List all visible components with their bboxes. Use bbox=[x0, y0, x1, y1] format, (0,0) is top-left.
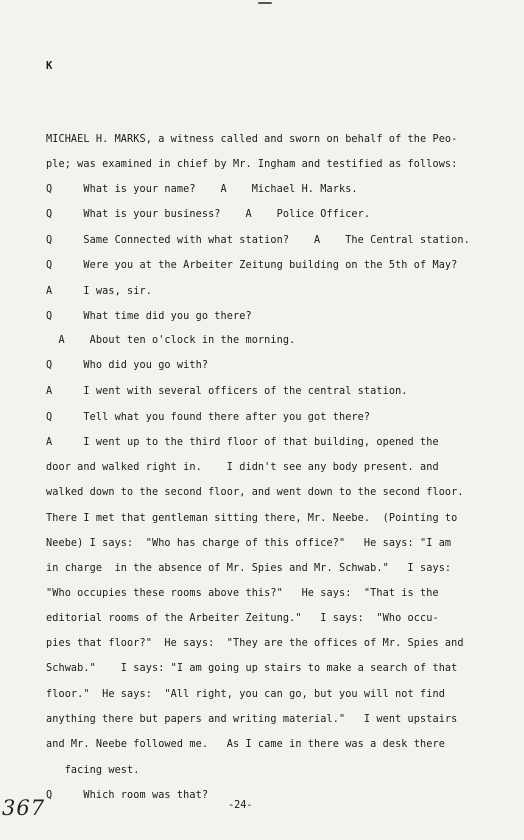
text-line: Q Same Connected with what station? A The Central station. bbox=[46, 235, 470, 246]
text-line: walked down to the second floor, and went down to the second floor. bbox=[46, 487, 464, 498]
text-line: Q Which room was that? bbox=[46, 790, 209, 801]
text-line: Q Who did you go with? bbox=[46, 360, 209, 371]
text-line: pies that floor?" He says: "They are the offices of Mr. Spies and bbox=[46, 638, 464, 649]
text-line: There I met that gentleman sitting there, Mr. Neebe. (Pointing to bbox=[46, 513, 458, 524]
page-number: -24- bbox=[228, 800, 253, 811]
section-letter: K bbox=[46, 60, 53, 72]
text-line: facing west. bbox=[46, 765, 140, 776]
text-line: ple; was examined in chief by Mr. Ingham and testified as follows: bbox=[46, 159, 458, 170]
text-line: Neebe) I says: "Who has charge of this office?" He says: "I am bbox=[46, 538, 452, 549]
text-line: in charge in the absence of Mr. Spies and Mr. Schwab." I says: bbox=[46, 563, 452, 574]
handwritten-page-number: 367 bbox=[2, 796, 46, 820]
text-line: A I went with several officers of the central station. bbox=[46, 386, 408, 397]
text-line: door and walked right in. I didn't see any body present. and bbox=[46, 462, 439, 473]
text-line: floor." He says: "All right, you can go, but you will not find bbox=[46, 689, 445, 700]
text-line: MICHAEL H. MARKS, a witness called and sworn on behalf of the Peo- bbox=[46, 134, 458, 145]
text-line: Q Were you at the Arbeiter Zeitung building on the 5th of May? bbox=[46, 260, 458, 271]
text-line: A About ten o'clock in the morning. bbox=[46, 335, 296, 346]
text-line: anything there but papers and writing material." I went upstairs bbox=[46, 714, 458, 725]
text-line: "Who occupies these rooms above this?" He says: "That is the bbox=[46, 588, 439, 599]
text-line: Q What is your name? A Michael H. Marks. bbox=[46, 184, 358, 195]
text-line: Q What is your business? A Police Officer. bbox=[46, 209, 371, 220]
text-line: Schwab." I says: "I am going up stairs to make a search of that bbox=[46, 663, 458, 674]
top-margin-mark bbox=[258, 2, 272, 4]
text-line: Q What time did you go there? bbox=[46, 311, 252, 322]
text-line: A I was, sir. bbox=[46, 286, 152, 297]
text-line: and Mr. Neebe followed me. As I came in there was a desk there bbox=[46, 739, 445, 750]
text-line: A I went up to the third floor of that building, opened the bbox=[46, 437, 439, 448]
text-line: Q Tell what you found there after you got there? bbox=[46, 412, 371, 423]
text-line: editorial rooms of the Arbeiter Zeitung." I says: "Who occu- bbox=[46, 613, 439, 624]
